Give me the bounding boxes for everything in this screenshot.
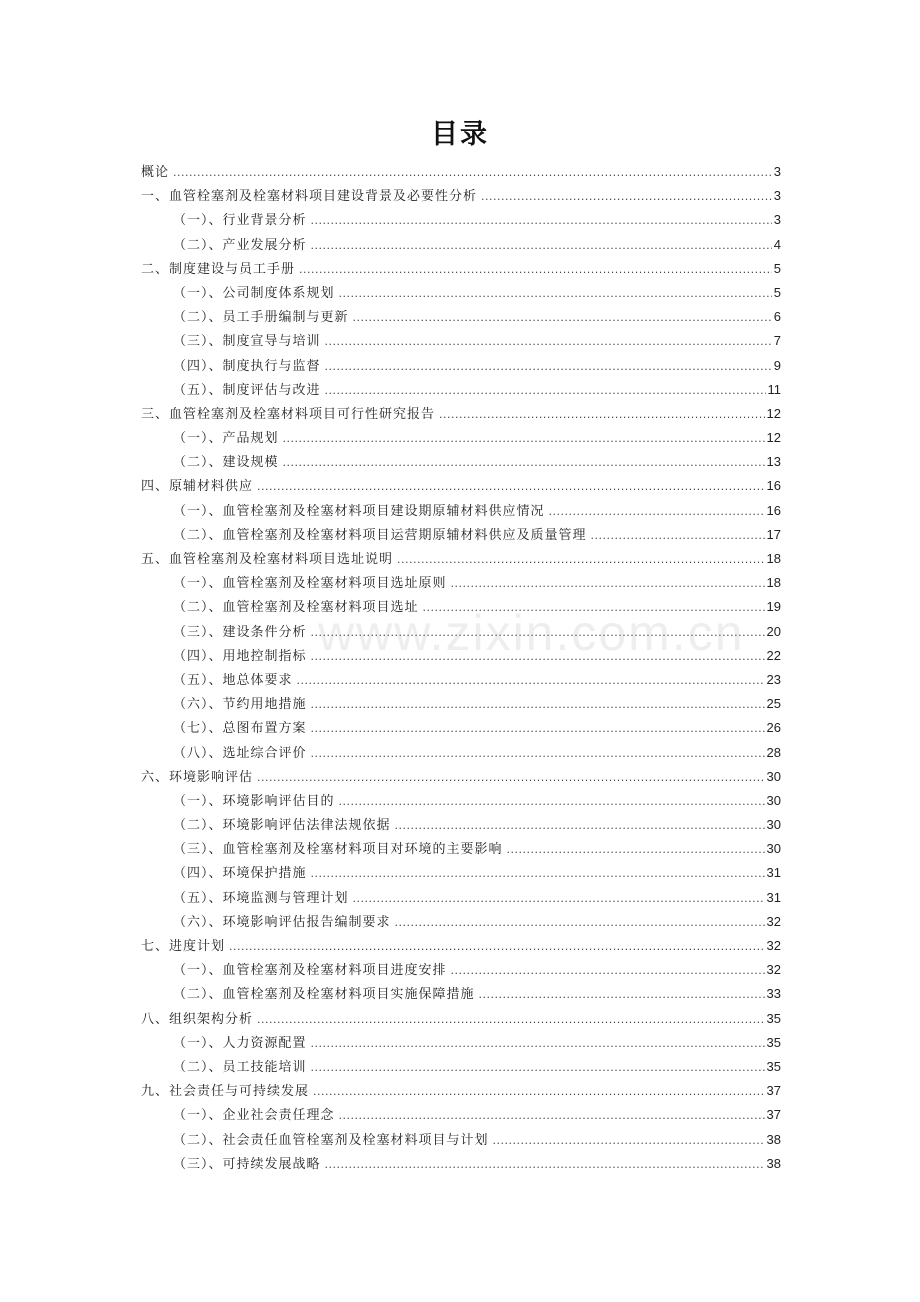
toc-entry-label: （二）、血管栓塞剂及栓塞材料项目运营期原辅材料供应及质量管理 bbox=[173, 527, 587, 543]
toc-leader-dots bbox=[397, 548, 765, 572]
toc-leader-dots bbox=[395, 911, 765, 935]
toc-entry[interactable] bbox=[141, 789, 781, 813]
toc-entry-page: 12 bbox=[766, 405, 781, 421]
table-of-contents bbox=[141, 160, 781, 1176]
toc-leader-dots bbox=[439, 403, 765, 427]
toc-leader-dots bbox=[507, 838, 765, 862]
toc-entry-page: 13 bbox=[766, 454, 781, 470]
toc-entry[interactable] bbox=[141, 668, 781, 692]
toc-entry-label: （八）、选址综合评价 bbox=[173, 745, 307, 761]
toc-entry-page: 37 bbox=[766, 1107, 781, 1123]
toc-entry[interactable] bbox=[141, 982, 781, 1006]
toc-entry[interactable] bbox=[141, 765, 781, 789]
toc-entry-page: 32 bbox=[766, 913, 781, 929]
toc-entry-page: 19 bbox=[766, 599, 781, 615]
toc-entry-label: （三）、制度宣导与培训 bbox=[173, 334, 321, 350]
toc-entry[interactable] bbox=[141, 378, 781, 402]
toc-leader-dots bbox=[297, 669, 765, 693]
toc-entry-label: （四）、用地控制指标 bbox=[173, 648, 307, 664]
toc-entry[interactable] bbox=[141, 741, 781, 765]
toc-entry-label: （三）、可持续发展战略 bbox=[173, 1156, 321, 1172]
toc-entry-page: 37 bbox=[766, 1083, 781, 1099]
toc-entry-label: （四）、环境保护措施 bbox=[173, 866, 307, 882]
toc-entry[interactable] bbox=[141, 547, 781, 571]
toc-entry-label: 八、组织架构分析 bbox=[141, 1011, 254, 1027]
toc-entry-page: 3 bbox=[773, 212, 781, 228]
toc-leader-dots bbox=[339, 1104, 765, 1128]
toc-entry-page: 22 bbox=[766, 647, 781, 663]
toc-entry[interactable] bbox=[141, 426, 781, 450]
toc-entry-label: （六）、节约用地措施 bbox=[173, 697, 307, 713]
toc-leader-dots bbox=[257, 475, 765, 499]
toc-entry[interactable] bbox=[141, 958, 781, 982]
toc-entry[interactable] bbox=[141, 571, 781, 595]
toc-entry-page: 30 bbox=[766, 841, 781, 857]
toc-entry[interactable] bbox=[141, 644, 781, 668]
toc-entry-page: 33 bbox=[766, 986, 781, 1002]
toc-entry-page: 30 bbox=[766, 817, 781, 833]
toc-entry[interactable] bbox=[141, 523, 781, 547]
toc-entry-page: 12 bbox=[766, 430, 781, 446]
toc-entry[interactable] bbox=[141, 329, 781, 353]
toc-entry-label: （一）、环境影响评估目的 bbox=[173, 793, 335, 809]
toc-leader-dots bbox=[353, 887, 765, 911]
toc-leader-dots bbox=[493, 1129, 765, 1153]
toc-entry-label: （二）、血管栓塞剂及栓塞材料项目实施保障措施 bbox=[173, 987, 475, 1003]
toc-entry-page: 16 bbox=[766, 478, 781, 494]
toc-entry-page: 28 bbox=[766, 744, 781, 760]
toc-entry-page: 9 bbox=[773, 357, 781, 373]
toc-entry-page: 38 bbox=[766, 1155, 781, 1171]
toc-leader-dots bbox=[283, 451, 765, 475]
toc-entry-page: 35 bbox=[766, 1034, 781, 1050]
toc-entry-page: 32 bbox=[766, 938, 781, 953]
toc-leader-dots bbox=[311, 1032, 765, 1056]
toc-leader-dots bbox=[313, 1080, 765, 1104]
toc-entry[interactable] bbox=[141, 233, 781, 257]
toc-entry-label: 二、制度建设与员工手册 bbox=[141, 261, 296, 277]
toc-entry-label: 七、进度计划 bbox=[141, 939, 226, 954]
toc-entry[interactable] bbox=[141, 1031, 781, 1055]
toc-entry-page: 18 bbox=[766, 575, 781, 591]
toc-entry-page: 20 bbox=[766, 623, 781, 639]
toc-entry-label: （五）、制度评估与改进 bbox=[173, 382, 321, 398]
toc-entry-label: （四）、制度执行与监督 bbox=[173, 358, 321, 374]
toc-leader-dots bbox=[451, 959, 765, 983]
toc-entry-label: （一）、行业背景分析 bbox=[173, 213, 307, 229]
toc-entry[interactable] bbox=[141, 354, 781, 378]
toc-leader-dots bbox=[339, 282, 772, 306]
toc-entry-page: 23 bbox=[766, 671, 781, 687]
toc-entry[interactable] bbox=[141, 716, 781, 740]
toc-entry-label: （五）、地总体要求 bbox=[173, 672, 293, 688]
toc-entry[interactable] bbox=[141, 208, 781, 232]
toc-entry[interactable] bbox=[141, 886, 781, 910]
toc-entry-label: （一）、血管栓塞剂及栓塞材料项目进度安排 bbox=[173, 963, 447, 979]
toc-entry[interactable] bbox=[141, 160, 781, 184]
toc-leader-dots bbox=[311, 742, 765, 766]
toc-leader-dots bbox=[311, 693, 765, 717]
toc-entry[interactable] bbox=[141, 257, 781, 281]
toc-leader-dots bbox=[311, 621, 765, 645]
toc-leader-dots bbox=[325, 330, 772, 354]
toc-entry[interactable] bbox=[141, 934, 781, 958]
toc-entry-label: （二）、员工手册编制与更新 bbox=[173, 310, 349, 326]
toc-entry-page: 17 bbox=[766, 526, 781, 542]
toc-entry-label: 概论 bbox=[141, 165, 170, 180]
toc-entry[interactable] bbox=[141, 450, 781, 474]
toc-entry[interactable] bbox=[141, 1103, 781, 1127]
toc-entry-label: （一）、血管栓塞剂及栓塞材料项目建设期原辅材料供应情况 bbox=[173, 503, 545, 519]
toc-leader-dots bbox=[423, 596, 765, 620]
toc-entry-label: （六）、环境影响评估报告编制要求 bbox=[173, 914, 391, 930]
toc-entry[interactable] bbox=[141, 305, 781, 329]
toc-entry-label: （一）、企业社会责任理念 bbox=[173, 1108, 335, 1124]
toc-entry-label: （一）、血管栓塞剂及栓塞材料项目选址原则 bbox=[173, 576, 447, 592]
toc-leader-dots bbox=[311, 1056, 765, 1080]
toc-leader-dots bbox=[339, 790, 765, 814]
toc-entry[interactable] bbox=[141, 620, 781, 644]
toc-entry-label: （二）、产业发展分析 bbox=[173, 237, 307, 253]
toc-entry-page: 32 bbox=[766, 962, 781, 978]
toc-leader-dots bbox=[283, 427, 765, 451]
toc-entry-label: （五）、环境监测与管理计划 bbox=[173, 890, 349, 906]
toc-entry-label: 九、社会责任与可持续发展 bbox=[141, 1084, 310, 1100]
toc-entry[interactable] bbox=[141, 1007, 781, 1031]
toc-entry-label: 一、血管栓塞剂及栓塞材料项目建设背景及必要性分析 bbox=[141, 189, 478, 205]
toc-entry-label: （一）、产品规划 bbox=[173, 431, 279, 447]
toc-entry[interactable] bbox=[141, 813, 781, 837]
toc-entry-page: 26 bbox=[766, 720, 781, 736]
toc-entry[interactable] bbox=[141, 595, 781, 619]
toc-entry[interactable] bbox=[141, 1055, 781, 1079]
toc-entry-label: （二）、员工技能培训 bbox=[173, 1059, 307, 1075]
toc-leader-dots bbox=[451, 572, 765, 596]
toc-leader-dots bbox=[311, 234, 772, 258]
toc-leader-dots bbox=[353, 306, 772, 330]
toc-leader-dots bbox=[257, 1008, 765, 1032]
toc-leader-dots bbox=[311, 717, 765, 741]
toc-entry-page: 31 bbox=[766, 889, 781, 905]
toc-entry[interactable] bbox=[141, 1152, 781, 1176]
toc-leader-dots bbox=[299, 258, 772, 282]
toc-entry-page: 4 bbox=[773, 236, 781, 252]
toc-entry[interactable] bbox=[141, 474, 781, 498]
toc-leader-dots bbox=[549, 500, 765, 524]
toc-entry-label: （一）、人力资源配置 bbox=[173, 1035, 307, 1051]
toc-entry-page: 18 bbox=[766, 551, 781, 566]
toc-entry-page: 11 bbox=[767, 381, 781, 397]
toc-entry-page: 35 bbox=[766, 1058, 781, 1074]
toc-entry-page: 3 bbox=[773, 188, 781, 204]
toc-entry-label: 四、原辅材料供应 bbox=[141, 479, 254, 495]
toc-entry-label: 六、环境影响评估 bbox=[141, 769, 254, 785]
toc-entry[interactable] bbox=[141, 281, 781, 305]
toc-entry-page: 38 bbox=[766, 1131, 781, 1147]
toc-leader-dots bbox=[257, 766, 765, 790]
toc-leader-dots bbox=[311, 862, 765, 886]
toc-entry-page: 5 bbox=[773, 284, 781, 300]
toc-entry-page: 5 bbox=[773, 260, 781, 276]
toc-entry[interactable] bbox=[141, 1128, 781, 1152]
toc-leader-dots bbox=[325, 379, 766, 403]
toc-entry[interactable] bbox=[141, 1079, 781, 1103]
toc-entry-label: （二）、社会责任血管栓塞剂及栓塞材料项目与计划 bbox=[173, 1132, 489, 1148]
toc-entry-page: 3 bbox=[773, 164, 781, 179]
toc-leader-dots bbox=[173, 161, 772, 185]
toc-entry-label: （二）、血管栓塞剂及栓塞材料项目选址 bbox=[173, 600, 419, 616]
toc-entry[interactable] bbox=[141, 499, 781, 523]
toc-entry[interactable] bbox=[141, 692, 781, 716]
toc-leader-dots bbox=[311, 645, 765, 669]
toc-entry-page: 31 bbox=[766, 865, 781, 881]
toc-leader-dots bbox=[229, 935, 765, 959]
toc-entry[interactable] bbox=[141, 910, 781, 934]
toc-leader-dots bbox=[395, 814, 765, 838]
toc-leader-dots bbox=[479, 983, 765, 1007]
toc-entry-label: （二）、环境影响评估法律法规依据 bbox=[173, 818, 391, 834]
toc-entry-page: 30 bbox=[766, 792, 781, 808]
toc-entry[interactable] bbox=[141, 402, 781, 426]
toc-entry-page: 16 bbox=[766, 502, 781, 518]
toc-entry-page: 30 bbox=[766, 768, 781, 784]
watermark: www.zixin.com.cn bbox=[318, 605, 745, 661]
toc-leader-dots bbox=[311, 209, 772, 233]
toc-entry-label: 五、血管栓塞剂及栓塞材料项目选址说明 bbox=[141, 552, 394, 567]
toc-entry[interactable] bbox=[141, 184, 781, 208]
toc-leader-dots bbox=[591, 524, 765, 548]
toc-entry-label: （三）、建设条件分析 bbox=[173, 624, 307, 640]
toc-leader-dots bbox=[325, 355, 772, 379]
toc-entry[interactable] bbox=[141, 837, 781, 861]
toc-entry-label: （七）、总图布置方案 bbox=[173, 721, 307, 737]
toc-entry-page: 25 bbox=[766, 696, 781, 712]
toc-entry-label: （一）、公司制度体系规划 bbox=[173, 285, 335, 301]
toc-entry-page: 35 bbox=[766, 1010, 781, 1026]
toc-entry[interactable] bbox=[141, 861, 781, 885]
toc-entry-label: 三、血管栓塞剂及栓塞材料项目可行性研究报告 bbox=[141, 406, 436, 422]
toc-leader-dots bbox=[481, 185, 772, 209]
toc-entry-page: 7 bbox=[773, 333, 781, 349]
toc-entry-page: 6 bbox=[773, 309, 781, 325]
toc-leader-dots bbox=[325, 1153, 765, 1177]
toc-entry-label: （二）、建设规模 bbox=[173, 455, 279, 471]
toc-title: 目录 bbox=[431, 119, 489, 150]
toc-entry-label: （三）、血管栓塞剂及栓塞材料项目对环境的主要影响 bbox=[173, 842, 503, 858]
